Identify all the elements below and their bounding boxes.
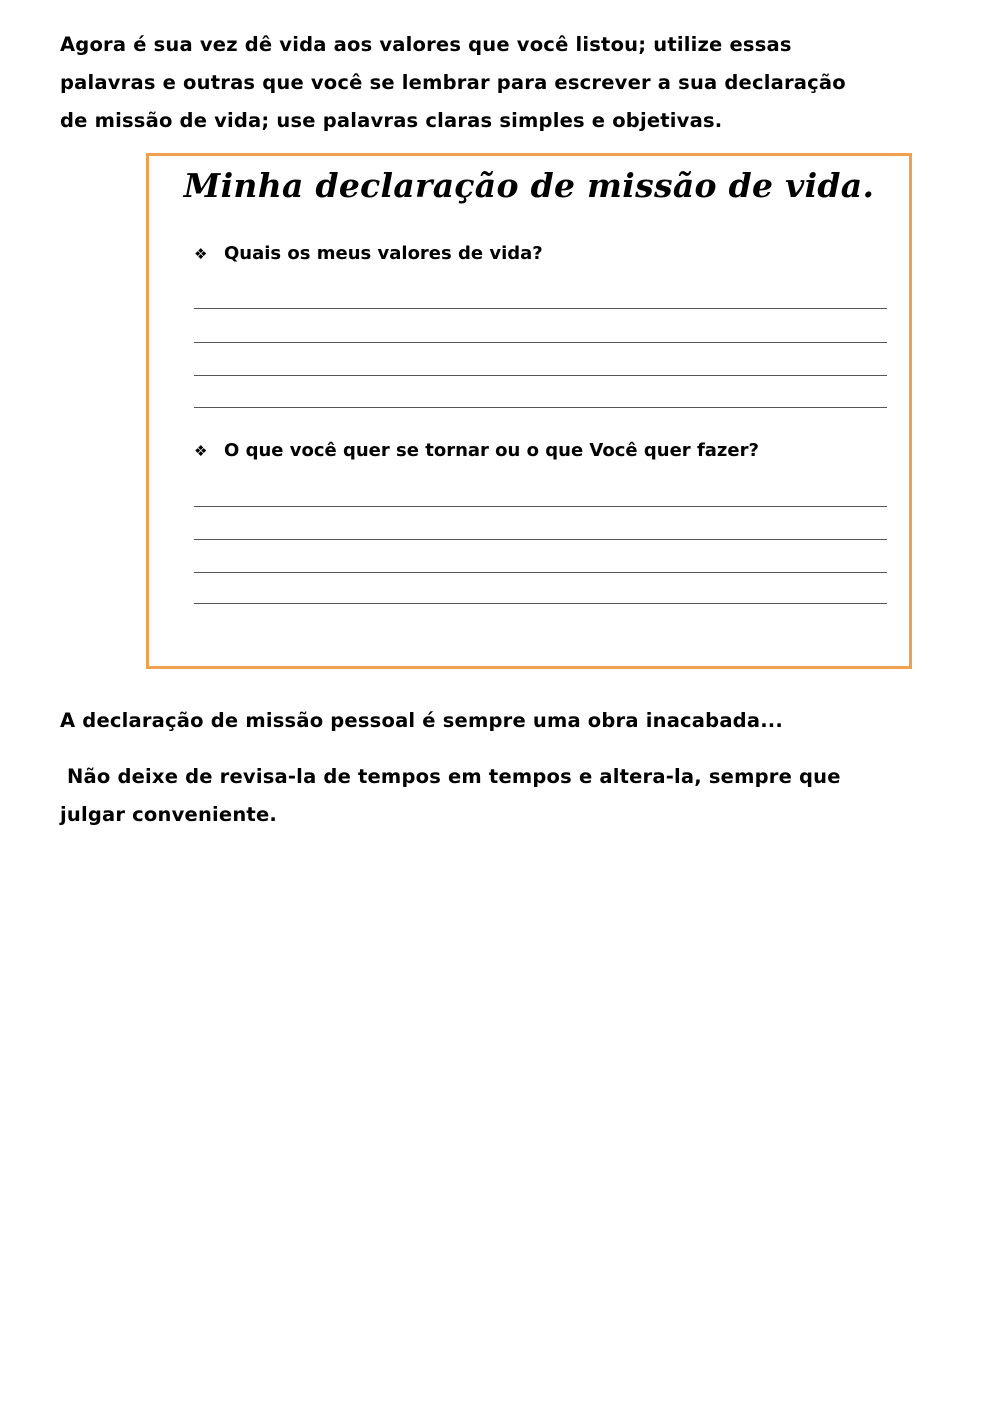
question-label: O que você quer se tornar ou o que Você quer fazer? <box>224 440 759 461</box>
diamond-bullet-icon: ❖ <box>194 244 208 263</box>
box-title: Minha declaração de missão de vida. <box>183 166 875 205</box>
answer-line-goals-4[interactable] <box>194 603 887 604</box>
intro-line-3: de missão de vida; use palavras claras simples e objetivas. <box>60 109 723 132</box>
intro-line-2: palavras e outras que você se lembrar para escrever a sua declaração <box>60 71 846 94</box>
closing-advice <box>60 758 970 834</box>
question-goals <box>194 440 759 461</box>
answer-line-goals-3[interactable] <box>194 572 887 573</box>
answer-line-values-3[interactable] <box>194 375 887 376</box>
answer-line-values-2[interactable] <box>194 342 887 343</box>
intro-paragraph <box>60 26 970 140</box>
closing-advice-line-1: Não deixe de revisa-la de tempos em tempos e altera-la, sempre que <box>60 765 841 788</box>
diamond-bullet-icon: ❖ <box>194 441 208 460</box>
answer-line-values-4[interactable] <box>194 407 887 408</box>
closing-sentence: A declaração de missão pessoal é sempre uma obra inacabada... <box>60 709 784 732</box>
answer-line-values-1[interactable] <box>194 308 887 309</box>
answer-line-goals-2[interactable] <box>194 539 887 540</box>
intro-line-1: Agora é sua vez dê vida aos valores que você listou; utilize essas <box>60 33 792 56</box>
question-values <box>194 243 543 264</box>
answer-line-goals-1[interactable] <box>194 506 887 507</box>
question-label: Quais os meus valores de vida? <box>224 243 543 264</box>
mission-statement-box <box>146 153 912 669</box>
closing-advice-line-2: julgar conveniente. <box>60 803 277 826</box>
